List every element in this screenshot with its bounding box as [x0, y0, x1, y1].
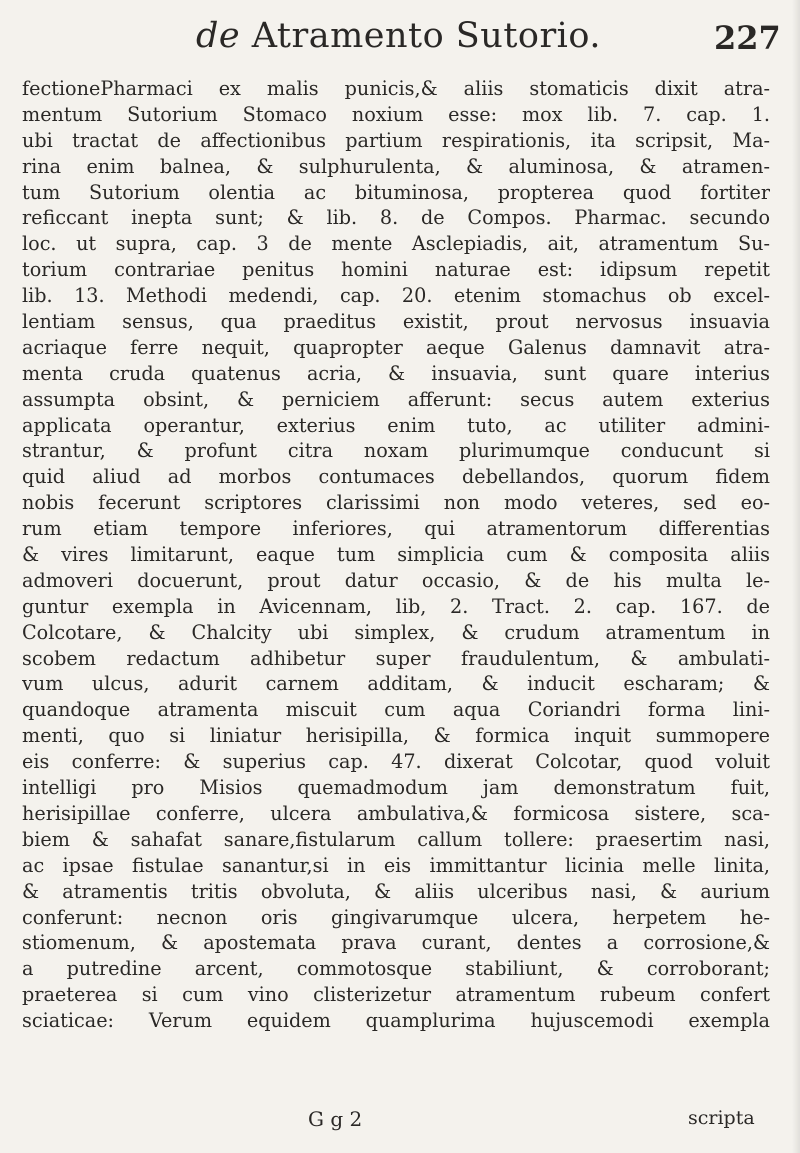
- text-line: assumpta obsint, & perniciem afferunt: secus autem exterius: [22, 387, 770, 411]
- text-line: nobis fecerunt scriptores clarissimi non modo veteres, sed eo-: [22, 491, 770, 515]
- text-line: a putredine arcent, commotosque stabiliunt, & corroborant;: [22, 957, 770, 981]
- text-line: conferunt: necnon oris gingivarumque ulcera, herpetem he-: [22, 905, 770, 929]
- catchword: scripta: [688, 1107, 755, 1129]
- text-line: & atramentis tritis obvoluta, & aliis ulceribus nasi, & aurium: [22, 879, 770, 903]
- body-text: [22, 76, 770, 1034]
- text-line: loc. ut supra, cap. 3 de mente Asclepiadis, ait, atramentum Su-: [22, 232, 770, 256]
- text-line: vum ulcus, adurit carnem additam, & inducit escharam; &: [22, 672, 770, 696]
- page-header: [0, 6, 800, 68]
- text-line: torium contrariae penitus homini naturae est: idipsum repetit: [22, 258, 770, 282]
- text-line: lib. 13. Methodi medendi, cap. 20. etenim stomachus ob excel-: [22, 284, 770, 308]
- text-line: fectionePharmaci ex malis punicis,& aliis stomaticis dixit atra-: [22, 77, 770, 100]
- page-footer: [0, 1107, 800, 1147]
- text-line: quid aliud ad morbos contumaces debellandos, quorum fidem: [22, 465, 770, 489]
- text-line: ubi tractat de affectionibus partium respirationis, ita scripsit, Ma-: [22, 128, 770, 152]
- page-edge-shadow: [792, 0, 800, 1153]
- text-line: applicata operantur, exterius enim tuto, ac utiliter admini-: [22, 413, 770, 437]
- text-line: quandoque atramenta miscuit cum aqua Coriandri forma lini-: [22, 698, 770, 722]
- text-line: ac ipsae fistulae sanantur,si in eis immittantur licinia melle linita,: [22, 853, 770, 877]
- text-line: praeterea si cum vino clisterizetur atramentum rubeum confert: [22, 983, 770, 1007]
- page-number: 227: [714, 19, 781, 57]
- text-line: stiomenum, & apostemata prava curant, dentes a corrosione,&: [22, 931, 770, 955]
- text-line: menti, quo si liniatur herisipilla, & formica inquit summopere: [22, 724, 770, 748]
- text-line: intelligi pro Misios quemadmodum jam demonstratum fuit,: [22, 776, 770, 800]
- text-line: menta cruda quatenus acria, & insuavia, sunt quare interius: [22, 361, 770, 385]
- text-line: acriaque ferre nequit, quapropter aeque Galenus damnavit atra-: [22, 335, 770, 359]
- text-line: Colcotare, & Chalcity ubi simplex, & crudum atramentum in: [22, 620, 770, 644]
- running-title-prefix: de: [196, 16, 241, 56]
- text-line: guntur exempla in Avicennam, lib, 2. Tract. 2. cap. 167. de: [22, 594, 770, 618]
- text-line: biem & sahafat sanare,fistularum callum tollere: praesertim nasi,: [22, 827, 770, 851]
- text-line: scobem redactum adhibetur super fraudulentum, & ambulati-: [22, 646, 770, 670]
- text-line: strantur, & profunt citra noxam plurimumque conducunt si: [22, 439, 770, 463]
- text-line: rina enim balnea, & sulphurulenta, & aluminosa, & atramen-: [22, 154, 770, 178]
- text-line: sciaticae: Verum equidem quamplurima hujuscemodi exempla: [22, 1009, 770, 1033]
- text-line: herisipillae conferre, ulcera ambulativa,& formicosa sistere, sca-: [22, 801, 770, 825]
- text-line: & vires limitarunt, eaque tum simplicia cum & composita aliis: [22, 543, 770, 567]
- text-line: eis conferre: & superius cap. 47. dixerat Colcotar, quod voluit: [22, 750, 770, 774]
- text-line: admoveri docuerunt, prout datur occasio, & de his multa le-: [22, 568, 770, 592]
- running-title: [196, 16, 601, 56]
- text-line: rum etiam tempore inferiores, qui atramentorum differentias: [22, 517, 770, 541]
- running-title-main: Atramento Sutorio.: [251, 16, 601, 56]
- text-line: reficcant inepta sunt; & lib. 8. de Compos. Pharmac. secundo: [22, 206, 770, 230]
- signature-mark: G g 2: [308, 1107, 363, 1131]
- text-line: lentiam sensus, qua praeditus existit, prout nervosus insuavia: [22, 310, 770, 334]
- text-line: tum Sutorium olentia ac bituminosa, propterea quod fortiter: [22, 180, 770, 204]
- text-line: mentum Sutorium Stomaco noxium esse: mox lib. 7. cap. 1.: [22, 102, 770, 126]
